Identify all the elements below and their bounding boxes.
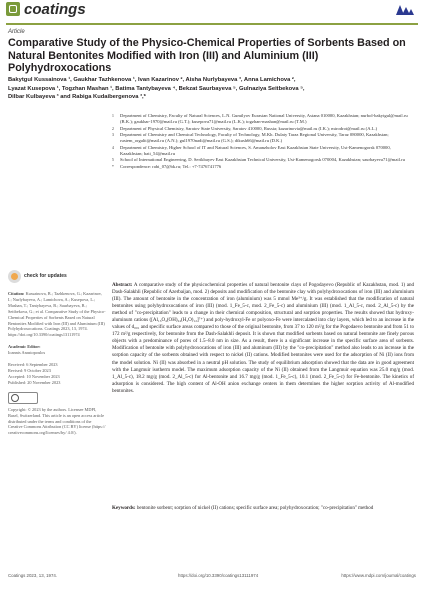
check-updates-label: check for updates [24,272,67,279]
journal-header [0,0,424,22]
editor-block [8,344,106,356]
affiliation-text: Department of Chemistry and Chemical Technology, Faculty of Technology, M.Kh. Dulaty Taraz Regional University, Taraz 080000, Kazakhstan; rustem_orgalit@mail.ru (A.N.); gul1970nadi@mail.ru (G.S.); dikush66@mail.ru (D.K.) [120,132,389,144]
correspondence [112,164,412,170]
cc-license-icon[interactable] [8,392,38,404]
journal-logo-icon [6,2,20,16]
paper-title: Comparative Study of the Physico-Chemical Properties of Sorbents Based on Natural Bentonites Modified with Iron (III) and Aluminium (III) Polyhydroxocations [8,37,406,75]
correspondence-marker: * [112,164,114,169]
citation-text: Kussainova, B.; Tazhkenova, G.; Kazarinov, I.; Nurlybayeva, A.; Lamichova, A.; Kusepova, L.; Mashan, T.; Tantybayeva, B.; Saurbayeva, B.; Seitbekova, G.; et al. Comparative Study of the Physico-Chemical Properties of Sorbents Based on Natural Bentonites Modified with Iron (III) and Aluminium (III) Polyhydroxocations. Coatings 2023, 13, 1974. https://doi.org/10.3390/coatings13111974 [8,291,106,338]
author-list [8,76,416,102]
citation-label: Citation: [8,291,25,296]
affiliation-number: 3 [112,133,114,138]
keywords [112,505,414,512]
affiliation-item [112,132,412,144]
page-footer [8,573,416,583]
affiliation-text: Department of Chemistry, Higher School of IT and Natural Sciences, S. Amanzholov East Kazakhstan State University, Ust-Kamenogorsk 070000, Kazakhstan; bati_54@mail.ru [120,144,391,156]
accepted-date: Accepted: 10 November 2023 [8,373,60,379]
revised-date: Revised: 9 October 2023 [8,367,51,373]
author-line-2: Lyazat Kusepova ¹, Togzhan Mashan ¹, Batima Tantybayeva ⁴, Bekzat Saurbayeva ⁵, Gulnaziya Seitbekova ⁵, [8,85,305,92]
keywords-text: bentonite sorbent; sorption of nickel (II) cations; specific surface area; polyhydroxocation; "co-precipitation" method [136,505,374,511]
published-date: Published: 20 November 2023 [8,379,61,385]
affiliation-text: Department of Chemistry, Faculty of Natural Sciences, L.N. Gumilyov Eurasian National University, Astana 010000, Kazakhstan; nurbol-bakytgul@mail.ru (B.K.); gaukhar-1970@mail.ru (G.T.); kusepova71@mail.ru (L.K.); togzhan-mashan@mail.ru (T.M.) [120,113,408,124]
footer-citation: Coatings 2023, 13, 1974. [8,573,58,578]
received-date: Received: 6 September 2023 [8,362,58,368]
footer-doi-link[interactable]: https://doi.org/10.3390/coatings13111974 [178,573,259,578]
dates-block [8,362,106,386]
correspondence-text: Correspondence: rabi_07@bk.ru; Tel.: +7-7476741776 [120,163,222,169]
copyright-text: Copyright: © 2023 by the authors. Licensee MDPI, Basel, Switzerland. This article is an open access article distributed under the terms and conditions of the Creative Commons Attribution (CC BY) license (https:// creativecommons.org/licenses/by/ 4.0/). [8,406,106,436]
affiliation-item [112,113,412,125]
header-rule [6,23,418,25]
affiliation-item [112,157,412,163]
mdpi-logo-icon [394,3,416,17]
check-updates-button[interactable] [8,270,106,283]
affiliation-item [112,126,412,132]
editor-name: Ioannis Anastopoulos [8,350,46,356]
affiliation-number: 4 [112,145,114,150]
keywords-label: Keywords: [112,505,136,511]
journal-name: coatings [24,1,86,18]
abstract-label: Abstract: [112,282,133,288]
abstract [112,282,414,395]
check-updates-icon [8,270,21,283]
affiliation-number: 5 [112,158,114,163]
affiliation-number: 2 [112,126,114,131]
footer-journal-link[interactable]: https://www.mdpi.com/journal/coatings [341,573,416,578]
article-type: Article [8,29,25,35]
citation-block [8,291,106,338]
affiliation-number: 1 [112,114,114,118]
author-line-1: Bakytgul Kussainova ¹, Gaukhar Tazhkenova ¹, Ivan Kazarinov ², Aisha Nurlybayeva ³, Anna Lamichova ², [8,77,296,83]
affiliation-text: School of International Engineering, D. Serikbayev East Kazakhstan Technical University, Ust-Kamenogorsk 070004, Kazakhstan; saurbayeva71@mail.ru [120,157,405,163]
author-line-3: Dilbar Kulbayeva ³ and Rabiga Kudaibergenova ³,* [8,94,146,101]
affiliations [112,113,412,171]
left-sidebar [8,270,106,436]
editor-label: Academic Editor: [8,344,41,350]
affiliation-item [112,145,412,157]
affiliation-text: Department of Physical Chemistry, Saratov State University, Saratov 410000, Russia; kazarinovia@mail.ru (I.K.); mirodroi@mail.ru (A.L.) [120,125,378,131]
abstract-text: A comparative study of the physicochemical properties of natural bentonite clays of Pogodayevo (Republic of Kazakhstan, mod. 1) and Dash-Salakhli (Republic of Azerbaijan, mod. 2) deposits and modification of the bentonite clay with polyhydroxocations of iron (III) and aluminium (III). The amount of bentonite in the concentration of iron (aluminium) was 5 mmol Me³⁺/g. It was established that the modification of natural bentonites using polyhydroxocations of iron (III) (mod. 1_Fe_5-c, mod. 2_Fe_5-c) and aluminium (III) (mod. 1_Al_5-c, mod. 2_Al_5-c) by the method of "co-precipitation" leads to a change in their chemical composition, structural and sorption properties. The results showed that hydroxy-aluminum cations ([Al₁₃O₄(OH)₂₄(H₂O)₁₂]⁷⁺) and poly-hydroxyl-Fe or polyoxo-Fe were intercalated into clay layers, which led to an increase in the values of d₀₀₁ and specific surface areas compared to those of the original bentonite, from 37 to 120 m²/g for the Pogodaevo bentonite and from 51 to 172 m²/g respectively, for bentonite from the Dash-Salakhli deposit. It is shown that modified sorbents based on natural bentonite are finely porous objects with a predominance of pores of 1.5–8.0 nm in size. As a result, there is a significant increase in the specific surface area of sorbents. Modification of bentonite with polyhydroxocations of iron (III) and aluminum (III) by the "co-precipitation" method also leads to an increase in the sorption capacity of the sorbents obtained with respect to nickel (II) cations. Modified bentonites were used for the adsorption of Ni (II) ions from the model solution. Ni (II) was absorbed in a neutral pH solution. The study of equilibrium adsorption showed that the data are in good agreement with the Langmuir isotherm model. The maximum adsorption capacity of the Ni (II) obtained from the Langmuir equation was 25.0 mg/g (mod. 1_Al_5-c), 18.2 mg/g (mod. 2_Al_5-c) for Al-bentonite and 16.7 mg/g (mod. 1_Fe_5-c), 10.1 (mod. 2_Fe_5-c) for Fe-bentonite. The kinetics of adsorption is considered. The high content of Al-OH anion exchange centers in them determines the higher sorption activity of Al-modified bentonites. [112,282,415,394]
